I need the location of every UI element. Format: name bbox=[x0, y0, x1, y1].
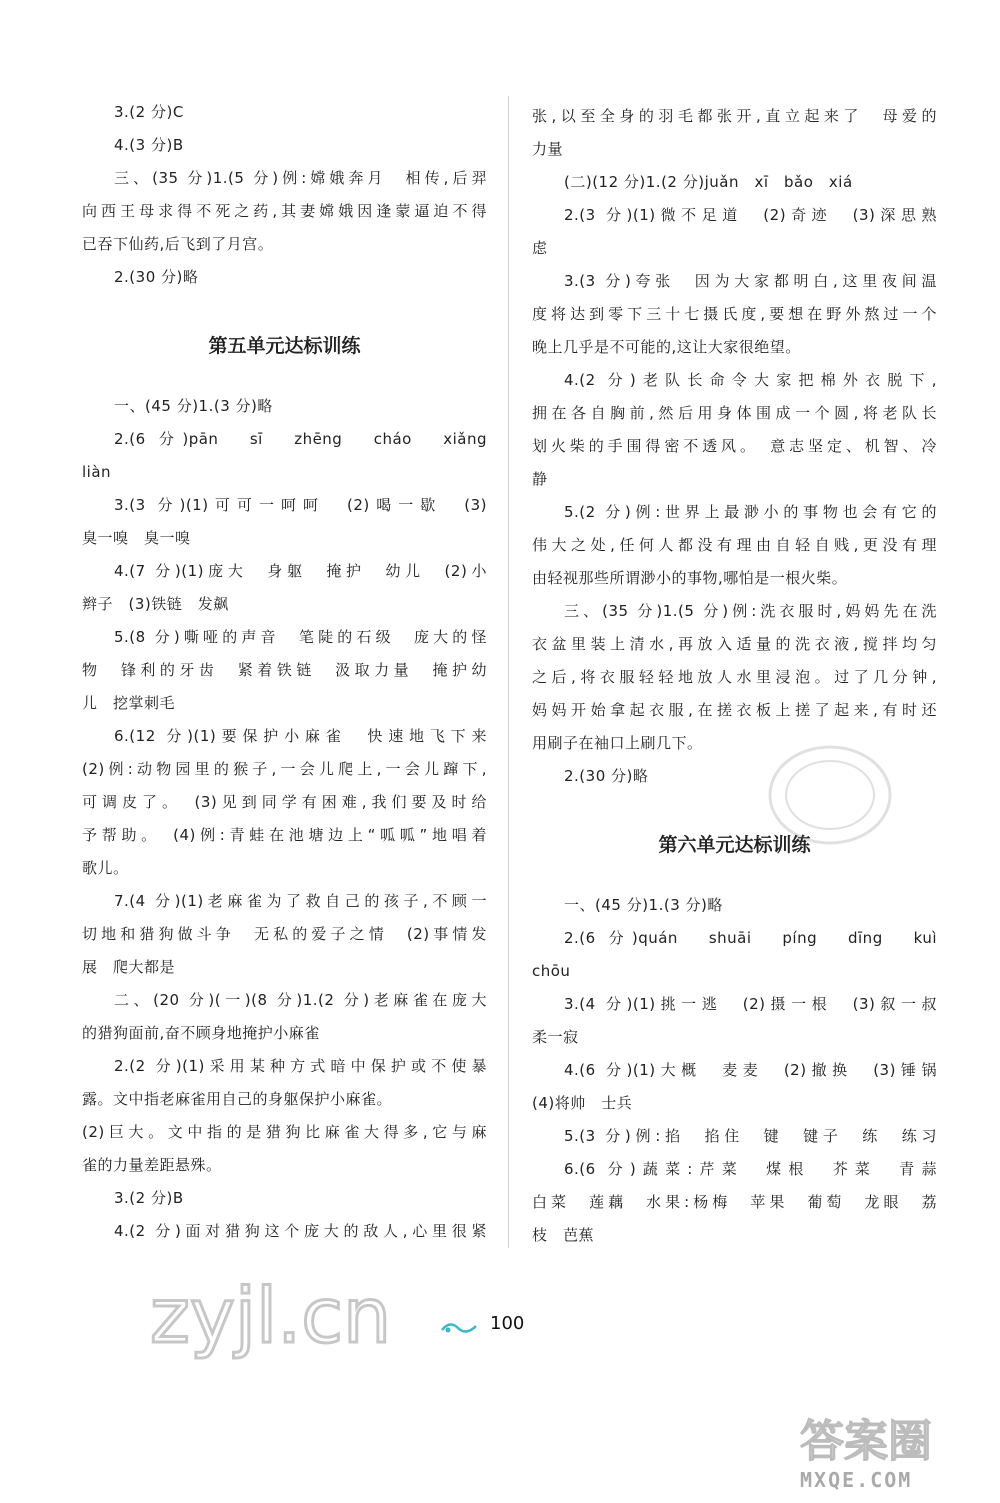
text-line: 伟大之处,任何人都没有理由自轻自贱,更没有理 bbox=[532, 536, 937, 554]
watermark-site-text: MXQE.COM bbox=[800, 1468, 913, 1492]
text-line: 虑 bbox=[532, 239, 548, 257]
svg-text:答案圈: 答案圈 bbox=[800, 1416, 932, 1467]
text-line: 2.(30 分)略 bbox=[114, 268, 199, 286]
text-line: 儿 挖掌刺毛 bbox=[82, 694, 176, 712]
left-lines-top bbox=[82, 96, 487, 294]
text-line: 已吞下仙药,后飞到了月宫。 bbox=[82, 235, 274, 253]
text-line: chōu bbox=[532, 962, 571, 980]
text-line: 2.(6 分)quán shuāi píng dīng kuì bbox=[564, 929, 937, 947]
text-line: 2.(6 分)pān sī zhēng cháo xiǎng bbox=[114, 430, 487, 448]
text-line: 物 锋利的牙齿 紧着铁链 汲取力量 掩护幼 bbox=[82, 661, 487, 679]
text-line: 白菜 莲藕 水果:杨梅 苹果 葡萄 龙眼 荔 bbox=[532, 1193, 937, 1211]
text-line: 向西王母求得不死之药,其妻嫦娥因逢蒙逼迫不得 bbox=[82, 202, 487, 220]
text-line: 5.(8 分)嘶哑的声音 笔陡的石级 庞大的怪 bbox=[114, 628, 487, 646]
watermark-stamp-icon bbox=[760, 735, 900, 855]
text-line: 3.(2 分)C bbox=[114, 103, 184, 121]
text-line: 力量 bbox=[532, 140, 564, 158]
text-line: 之后,将衣服轻轻地放人水里浸泡。过了几分钟, bbox=[532, 668, 937, 686]
text-line: (二)(12 分)1.(2 分)juǎn xī bǎo xiá bbox=[564, 173, 853, 191]
text-line: 2.(3 分)(1)微不足道 (2)奇迹 (3)深思熟 bbox=[564, 206, 937, 224]
text-line: 3.(2 分)B bbox=[114, 1189, 184, 1207]
text-line: 由轻视那些所谓渺小的事物,哪怕是一根火柴。 bbox=[532, 569, 848, 587]
text-line: 4.(3 分)B bbox=[114, 136, 184, 154]
text-line: 柔一寂 bbox=[532, 1028, 579, 1046]
text-line: 2.(2 分)(1)采用某种方式暗中保护或不使暴 bbox=[114, 1057, 487, 1075]
right-lines-bottom bbox=[532, 889, 937, 1252]
text-line: 5.(2 分)例:世界上最渺小的事物也会有它的 bbox=[564, 503, 937, 521]
page-number: 100 bbox=[490, 1313, 525, 1334]
text-line: 切地和猎狗做斗争 无私的爱子之情 (2)事情发 bbox=[82, 925, 487, 943]
text-line: 4.(7 分)(1)庞大 身躯 掩护 幼儿 (2)小 bbox=[114, 562, 487, 580]
text-line: 张,以至全身的羽毛都张开,直立起来了 母爱的 bbox=[532, 107, 937, 125]
text-line: 3.(4 分)(1)挑一逃 (2)摄一根 (3)叙一叔 bbox=[564, 995, 937, 1013]
left-lines-bottom bbox=[82, 390, 487, 1248]
right-lines-top bbox=[532, 100, 937, 793]
page-ornament-icon bbox=[440, 1318, 480, 1336]
text-line: 4.(6 分)(1)大概 麦麦 (2)撤换 (3)锤锅 bbox=[564, 1061, 937, 1079]
zyjl-watermark-logo bbox=[150, 1270, 440, 1360]
text-line: 3.(3 分)夸张 因为大家都明白,这里夜间温 bbox=[564, 272, 937, 290]
text-line: 静 bbox=[532, 470, 548, 488]
text-line: 度将达到零下三十七摄氏度,要想在野外熬过一个 bbox=[532, 305, 937, 323]
text-line: 2.(30 分)略 bbox=[564, 767, 649, 785]
text-line: 4.(2 分)老队长命令大家把棉外衣脱下, bbox=[564, 371, 937, 389]
text-line: (4)将帅 士兵 bbox=[532, 1094, 633, 1112]
text-line: liàn bbox=[82, 463, 112, 481]
text-line: 衣盆里装上清水,再放入适量的洗衣液,搅拌均匀 bbox=[532, 635, 937, 653]
text-line: 用刷子在袖口上刷几下。 bbox=[532, 734, 703, 752]
text-line: 二、(20 分)(一)(8 分)1.(2 分)老麻雀在庞大 bbox=[114, 991, 487, 1009]
text-line: 划火柴的手围得密不透风。 意志坚定、机智、冷 bbox=[532, 437, 937, 455]
text-line: (2)巨大。文中指的是猎狗比麻雀大得多,它与麻 bbox=[82, 1123, 487, 1141]
text-line: 5.(3 分)例:掐 掐住 键 键子 练 练习 bbox=[564, 1127, 937, 1145]
text-line: 露。文中指老麻雀用自己的身躯保护小麻雀。 bbox=[82, 1090, 393, 1108]
text-line: 6.(12 分)(1)要保护小麻雀 快速地飞下来 bbox=[114, 727, 487, 745]
text-line: 7.(4 分)(1)老麻雀为了救自己的孩子,不顾一 bbox=[114, 892, 487, 910]
text-line: 6.(6 分)蔬菜:芹菜 煤根 芥菜 青蒜 bbox=[564, 1160, 937, 1178]
column-divider bbox=[508, 96, 509, 1248]
text-line: 辫子 (3)铁链 发飙 bbox=[82, 595, 229, 613]
text-line: 拥在各自胸前,然后用身体围成一个圆,将老队长 bbox=[532, 404, 937, 422]
section-heading-unit5: 第五单元达标训练 bbox=[208, 335, 361, 357]
text-line: 一、(45 分)1.(3 分)略 bbox=[114, 397, 273, 415]
text-line: 雀的力量差距悬殊。 bbox=[82, 1156, 222, 1174]
text-line: 三、(35 分)1.(5 分)例:洗衣服时,妈妈先在洗 bbox=[564, 602, 937, 620]
text-line: 3.(3 分)(1)可可一呵呵 (2)喝一歇 (3) bbox=[114, 496, 487, 514]
left-column bbox=[82, 96, 487, 1248]
text-line: 4.(2 分)面对猎狗这个庞大的敌人,心里很紧 bbox=[114, 1222, 487, 1240]
svg-text:zyjl.cn: zyjl.cn bbox=[150, 1271, 392, 1360]
text-line: 一、(45 分)1.(3 分)略 bbox=[564, 896, 723, 914]
text-line: 臭一嗅 臭一嗅 bbox=[82, 529, 191, 547]
text-line: 妈妈开始拿起衣服,在搓衣板上搓了起来,有时还 bbox=[532, 701, 937, 719]
section-heading-unit6: 第六单元达标训练 bbox=[658, 834, 811, 856]
text-line: 枝 芭蕉 bbox=[532, 1226, 595, 1244]
text-line: 予帮助。 (4)例:青蛙在池塘边上“呱呱”地唱着 bbox=[82, 826, 487, 844]
text-line: 晚上几乎是不可能的,这让大家很绝望。 bbox=[532, 338, 801, 356]
text-line: 可调皮了。 (3)见到同学有困难,我们要及时给 bbox=[82, 793, 487, 811]
text-line: 歌儿。 bbox=[82, 859, 129, 877]
right-column bbox=[532, 100, 937, 1252]
text-line: 的猎狗面前,奋不顾身地掩护小麻雀 bbox=[82, 1024, 320, 1042]
text-line: (2)例:动物园里的猴子,一会儿爬上,一会儿蹿下, bbox=[82, 760, 487, 778]
text-line: 三、(35 分)1.(5 分)例:嫦娥奔月 相传,后羿 bbox=[114, 169, 487, 187]
text-line: 展 爬大都是 bbox=[82, 958, 176, 976]
